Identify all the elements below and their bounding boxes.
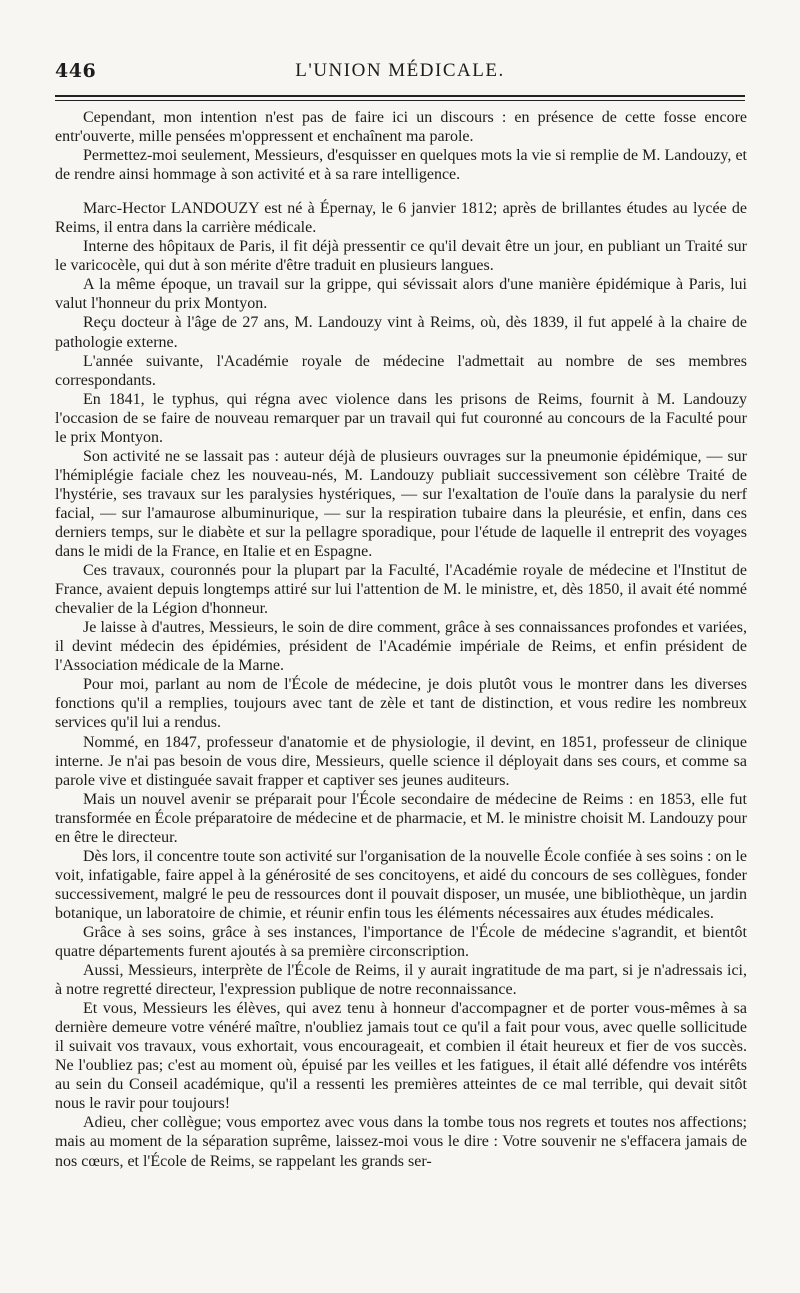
- page-number: 446: [55, 60, 97, 82]
- paragraph: Adieu, cher collègue; vous emportez avec vous dans la tombe tous nos regrets et toutes nos affections; mais au moment de la séparation suprême, laissez-moi vous le dire : Votre souvenir ne s'effacera jamais de nos cœurs, et l'École de Reims, se rappelant les grands ser-: [55, 1114, 747, 1170]
- paragraph: Grâce à ses soins, grâce à ses instances, l'importance de l'École de médecine s'agrandit, et bientôt quatre départements furent ajoutés à sa première circonscription.: [55, 923, 747, 961]
- running-head: L'UNION MÉDICALE.: [295, 60, 505, 81]
- paragraph: Et vous, Messieurs les élèves, qui avez tenu à honneur d'accompagner et de porter vous-mêmes à sa dernière demeure votre vénéré maître, n'oubliez jamais tout ce qu'il a fait pour vous, avec quelle sollicitude il suivait vos travaux, vous exhortait, vous encourageait, et combien il était heureux et fier de vos succès. Ne l'oubliez pas; c'est au moment où, épuisé par les veilles et les fatigues, il était allé défendre vos intérêts au sein du Conseil académique, qu'il a ressenti les premières atteintes de ce mal terrible, qui devait sitôt nous le ravir pour toujours!: [55, 1000, 747, 1113]
- paragraph: Interne des hôpitaux de Paris, il fit déjà pressentir ce qu'il devait être un jour, en publiant un Traité sur le varicocèle, qui dut à son mérite d'être traduit en plusieurs langues.: [55, 238, 747, 275]
- paragraph: Cependant, mon intention n'est pas de faire ici un discours : en présence de cette fosse encore entr'ouverte, mille pensées m'oppressent et enchaînent ma parole.: [55, 109, 747, 146]
- paragraph: Marc-Hector LANDOUZY est né à Épernay, le 6 janvier 1812; après de brillantes études au lycée de Reims, il entra dans la carrière médicale.: [55, 200, 747, 237]
- paragraph: Aussi, Messieurs, interprète de l'École de Reims, il y aurait ingratitude de ma part, si je n'adressais ici, à notre regretté directeur, l'expression publique de notre reconnaissance.: [55, 962, 747, 999]
- header-rule-thin: [55, 100, 745, 101]
- paragraph: En 1841, le typhus, qui régna avec violence dans les prisons de Reims, fournit à M. Landouzy l'occasion de se faire de nouveau remarquer par un travail qui fut couronné au concours de la Faculté pour le prix Montyon.: [55, 390, 747, 446]
- paragraph: Mais un nouvel avenir se préparait pour l'École secondaire de médecine de Reims : en 1853, elle fut transformée en École préparatoire de médecine et de pharmacie, et M. le ministre choisit M. Landouzy pour en être le directeur.: [55, 790, 747, 846]
- paragraph: Reçu docteur à l'âge de 27 ans, M. Landouzy vint à Reims, où, dès 1839, il fut appelé à la chaire de pathologie externe.: [55, 314, 747, 351]
- paragraph: A la même époque, un travail sur la grippe, qui sévissait alors d'une manière épidémique à Paris, lui valut l'honneur du prix Montyon.: [55, 276, 747, 313]
- header-rule-thick: [55, 95, 745, 97]
- paragraph: Nommé, en 1847, professeur d'anatomie et de physiologie, il devint, en 1851, professeur de clinique interne. Je n'ai pas besoin de vous dire, Messieurs, quelle science il déployait dans ses cours, et comme sa parole vive et distinguée savait frapper et captiver ses jeunes auditeurs.: [55, 733, 747, 789]
- paragraph: Dès lors, il concentre toute son activité sur l'organisation de la nouvelle École confiée à ses soins : on le voit, infatigable, faire appel à la générosité de ses concitoyens, et aidé du concours de ses collègues, fonder successivement, malgré le peu de ressources dont il pouvait disposer, un musée, une bibliothèque, un jardin botanique, un laboratoire de chimie, et réunir enfin tous les éléments nécessaires aux études médicales.: [55, 847, 747, 922]
- paragraph: Je laisse à d'autres, Messieurs, le soin de dire comment, grâce à ses connaissances profondes et variées, il devint médecin des épidémies, président de l'Académie impériale de Reims, et enfin président de l'Association médicale de la Marne.: [55, 619, 747, 675]
- paragraph: Ces travaux, couronnés pour la plupart par la Faculté, l'Académie royale de médecine et l'Institut de France, avaient depuis longtemps attiré sur lui l'attention de M. le ministre, et, dès 1850, il avait été nommé chevalier de la Légion d'honneur.: [55, 562, 747, 618]
- body-text: [55, 108, 747, 1171]
- paragraph: L'année suivante, l'Académie royale de médecine l'admettait au nombre de ses membres correspondants.: [55, 352, 747, 389]
- paragraph: Permettez-moi seulement, Messieurs, d'esquisser en quelques mots la vie si remplie de M. Landouzy, et de rendre ainsi hommage à son activité et à sa rare intelligence.: [55, 147, 747, 184]
- paragraph: Pour moi, parlant au nom de l'École de médecine, je dois plutôt vous le montrer dans les diverses fonctions qu'il a remplies, toujours avec tant de zèle et tant de distinction, et vous redire les nombreux services qu'il lui a rendus.: [55, 676, 747, 732]
- paragraph: Son activité ne se lassait pas : auteur déjà de plusieurs ouvrages sur la pneumonie épidémique, — sur l'hémiplégie faciale chez les nouveau-nés, M. Landouzy publiait successivement son célèbre Traité de l'hystérie, ses travaux sur les paralysies hystériques, — sur l'exaltation de l'ouïe dans la paralysie du nerf facial, — sur l'amaurose albuminurique, — sur la respiration tubaire dans la pleurésie, et enfin, dans ces derniers temps, sur le diabète et sur la pellagre sporadique, pour l'étude de laquelle il entreprit des voyages dans le midi de la France, en Italie et en Espagne.: [55, 447, 747, 561]
- page-header: [55, 60, 745, 90]
